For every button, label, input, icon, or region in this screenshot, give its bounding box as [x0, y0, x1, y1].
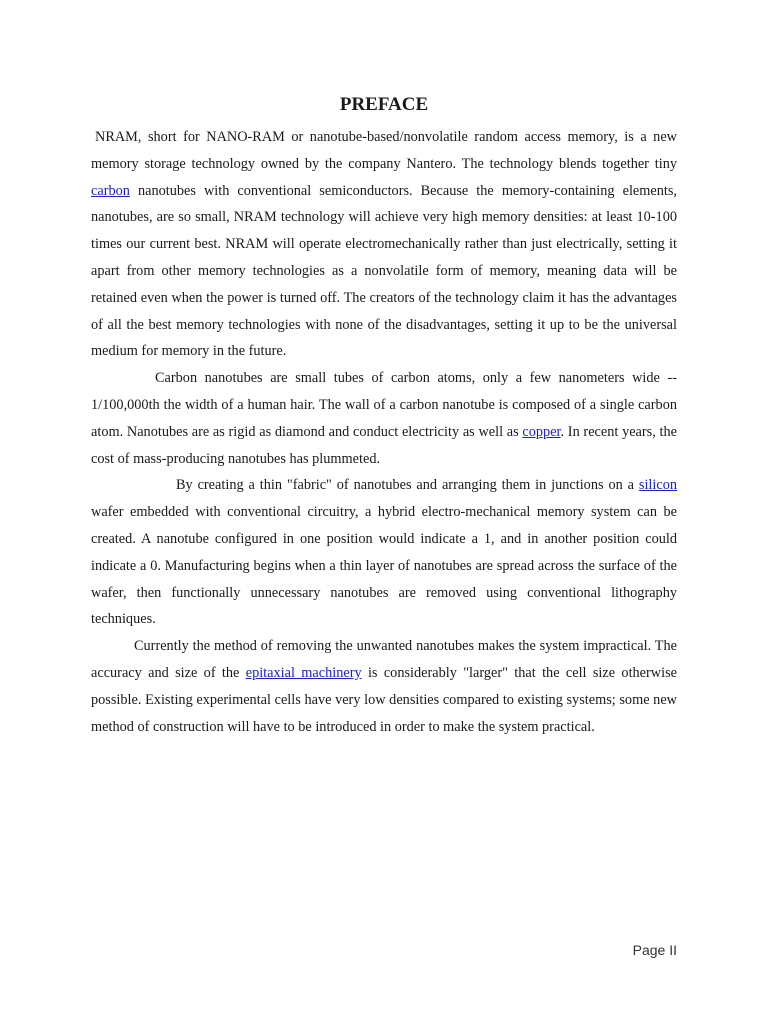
- paragraph-nram-intro: [91, 124, 677, 365]
- paragraph-text: Carbon nanotubes are small tubes of carbon atoms, only a few nanometers wide -- 1/100,000th the width of a human hair. The wall of a carbon nanotube is composed of a single carbon atom. Nanotubes are as rigid as diamond and conduct electricity as well as: [91, 370, 677, 440]
- paragraph-text: By creating a thin "fabric" of nanotubes and arranging them in junctions on a: [176, 477, 639, 494]
- paragraph-impractical: [91, 633, 677, 740]
- paragraph-text: . In recent years, the cost of mass-producing nanotubes has plummeted.: [91, 423, 677, 467]
- link-copper[interactable]: copper: [522, 423, 561, 440]
- page-title: PREFACE: [339, 94, 429, 115]
- link-epitaxial-machinery[interactable]: epitaxial machinery: [245, 664, 362, 681]
- paragraph-text: wafer embedded with conventional circuitry, a hybrid electro-mechanical memory system can be created. A nanotube configured in one position would indicate a 1, and in another position could indicate a 0. Manufacturing begins when a thin layer of nanotubes are spread across the surface of the wafer, then functionally unnecessary nanotubes are removed using conventional lithography techniques.: [91, 504, 677, 628]
- paragraph-text: NRAM, short for NANO-RAM or nanotube-based/nonvolatile random access memory, is a new memory storage technology owned by the company Nantero. The technology blends together tiny: [91, 129, 677, 172]
- paragraph-text: is considerably "larger" that the cell size otherwise possible. Existing experimental cells have very low densities compared to existing systems; some new method of construction will have to be introduced in order to make the system practical.: [91, 664, 677, 735]
- document-body: [91, 124, 677, 740]
- paragraph-text: Currently the method of removing the unwanted nanotubes makes the system impractical. The accuracy and size of the: [91, 638, 677, 681]
- link-silicon[interactable]: silicon: [638, 477, 677, 494]
- link-carbon[interactable]: carbon: [91, 182, 130, 199]
- paragraph-fabric: [91, 472, 677, 633]
- page-number: Page II: [632, 942, 677, 958]
- paragraph-carbon-nanotubes: [91, 365, 677, 472]
- paragraph-text: nanotubes with conventional semiconductors. Because the memory-containing elements, nanotubes, are so small, NRAM technology will achieve very high memory densities: at least 10-100 times our current best. NRAM will operate electromechanically rather than just electrically, setting it apart from other memory technologies as a nonvolatile form of memory, meaning data will be retained even when the power is turned off. The creators of the technology claim it has the advantages of all the best memory technologies with none of the disadvantages, setting it up to be the universal medium for memory in the future.: [91, 182, 677, 360]
